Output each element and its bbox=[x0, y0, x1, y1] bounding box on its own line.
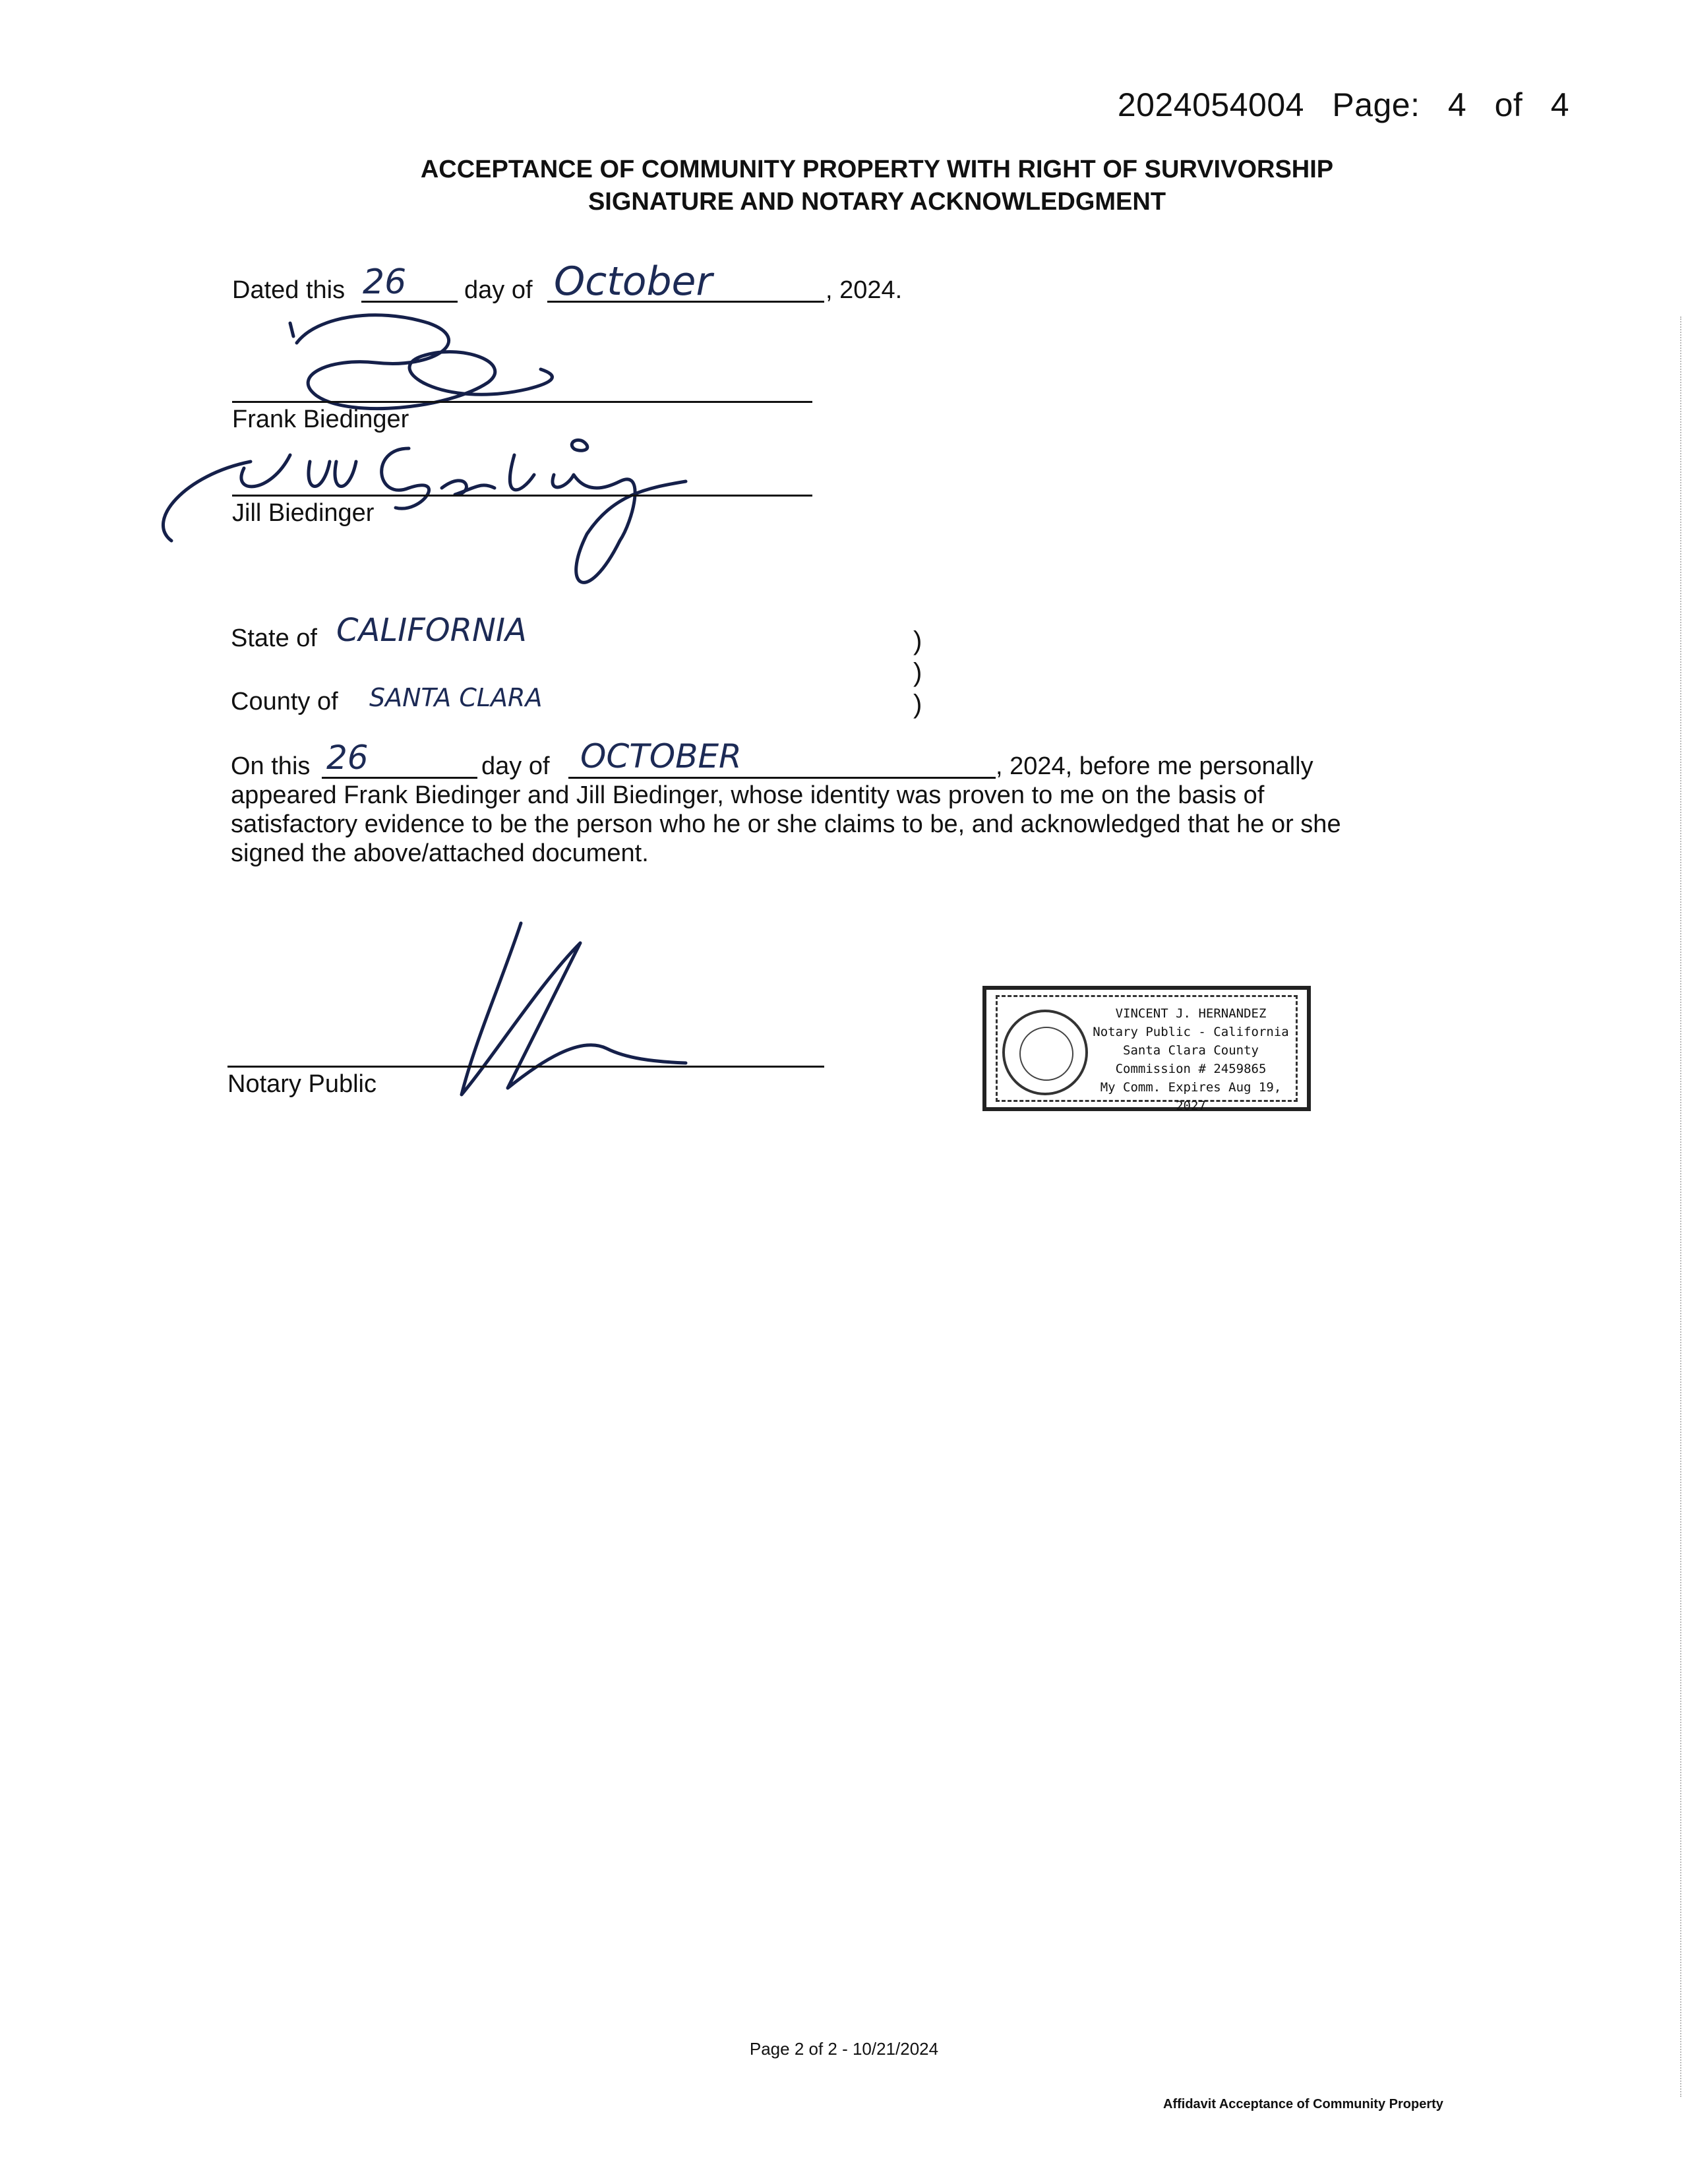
ack-line-2: appeared Frank Biedinger and Jill Biedinger, whose identity was proven to me on the basis of bbox=[231, 781, 1265, 809]
stamp-commission: Commission # 2459865 bbox=[1115, 1062, 1267, 1076]
stamp-notary-title: Notary Public - California bbox=[1093, 1025, 1289, 1039]
frank-name: Frank Biedinger bbox=[232, 406, 409, 433]
ack-day-line bbox=[322, 777, 477, 779]
footer-form-name: Affidavit Acceptance of Community Property bbox=[1163, 2097, 1443, 2111]
ack-prefix: On this bbox=[231, 752, 311, 780]
notary-signature-line bbox=[227, 1066, 824, 1068]
page-indicator: Page: 4 of 4 bbox=[1332, 86, 1569, 123]
ack-mid: day of bbox=[481, 752, 550, 780]
ack-line-3: satisfactory evidence to be the person who he or she claims to be, and acknowledged that he or she bbox=[231, 810, 1341, 838]
venue-paren-3: ) bbox=[913, 690, 922, 719]
dated-year: , 2024. bbox=[826, 276, 903, 304]
stamp-text bbox=[1092, 1004, 1290, 1115]
dated-day: 26 bbox=[363, 262, 407, 302]
ack-after-month: , 2024, before me personally bbox=[996, 752, 1313, 780]
stamp-county: Santa Clara County bbox=[1123, 1043, 1259, 1058]
state-value: CALIFORNIA bbox=[336, 612, 527, 649]
document-title-line-2: SIGNATURE AND NOTARY ACKNOWLEDGMENT bbox=[588, 188, 1166, 216]
ack-month-line bbox=[568, 777, 996, 779]
county-label: County of bbox=[231, 688, 338, 715]
ack-day: 26 bbox=[326, 739, 369, 777]
document-number: 2024054004 bbox=[1117, 86, 1304, 123]
dated-mid: day of bbox=[464, 276, 533, 304]
notary-signature-image bbox=[435, 917, 699, 1101]
notary-label: Notary Public bbox=[227, 1070, 377, 1098]
jill-signature-line bbox=[232, 495, 812, 497]
jill-name: Jill Biedinger bbox=[232, 499, 375, 527]
dated-month-line bbox=[547, 301, 824, 303]
stamp-expires: My Comm. Expires Aug 19, 2027 bbox=[1100, 1080, 1282, 1113]
frank-signature-line bbox=[232, 401, 812, 403]
venue-paren-2: ) bbox=[913, 658, 922, 687]
dated-day-line bbox=[361, 301, 458, 303]
dated-month: October bbox=[554, 258, 713, 305]
venue-paren-1: ) bbox=[913, 626, 922, 655]
stamp-notary-name: VINCENT J. HERNANDEZ bbox=[1115, 1006, 1267, 1021]
notary-stamp bbox=[982, 986, 1311, 1111]
recording-header bbox=[1118, 86, 1569, 124]
county-value: SANTA CLARA bbox=[369, 683, 543, 712]
state-label: State of bbox=[231, 624, 317, 652]
dated-prefix: Dated this bbox=[232, 276, 346, 304]
footer-page-note: Page 2 of 2 - 10/21/2024 bbox=[749, 2039, 939, 2059]
ack-month: OCTOBER bbox=[580, 737, 742, 775]
state-seal-icon bbox=[1002, 1010, 1088, 1095]
ack-line-4: signed the above/attached document. bbox=[231, 839, 649, 867]
scan-edge-artifact bbox=[1679, 317, 1681, 2097]
document-title-line-1: ACCEPTANCE OF COMMUNITY PROPERTY WITH RIGHT OF SURVIVORSHIP bbox=[420, 156, 1334, 183]
